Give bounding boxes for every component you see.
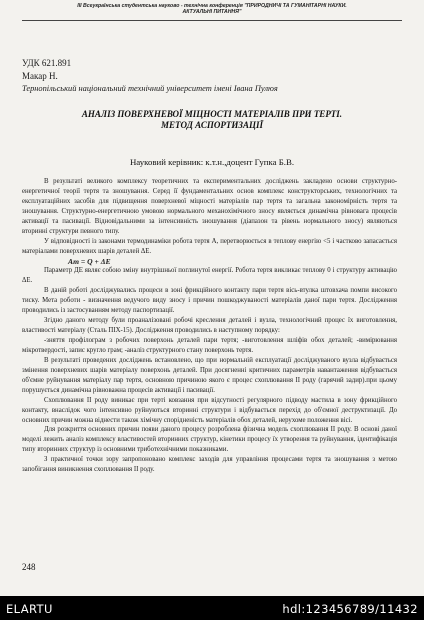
paragraph: Параметр ДЕ являє собою зміну внутрішньої поглинутої енергії. Робота тертя викликає теплову 0 і структуру активацію ΔЕ. xyxy=(22,267,397,285)
header-rule xyxy=(22,20,402,21)
paragraph: У відповідності із законами термодинаміки робота тертя А, перетворюється в теплову енергію <5 і частково запасається матеріалами поверхневих шарів деталей ΔЕ. xyxy=(22,237,397,255)
affiliation: Тернопільський національний технічний університет імені Івана Пулюя xyxy=(22,84,278,93)
paper-title-line2: МЕТОД АСПОРТИЗАЦІЇ xyxy=(160,119,264,130)
conference-header xyxy=(30,3,394,16)
page-number: 248 xyxy=(22,562,36,572)
paragraph: Схоплювання II роду виникає при терті ковзання при відсутності регулярного підводу мастила в зону фрикційного контакту, внаслідок чого інтенсивно руйнуються вторинні структури і відбувається перехід до об'ємної деструктизації. До основних причин можна віднести також хімічну спорідненість матеріалів обох деталей, нерухоме положення вісі. xyxy=(22,396,397,424)
paragraph: Для розкриття основних причин появи даного процесу розроблена фізична модель схоплювання II роду. В основі даної моделі лежить аналіз комплексу властивостей вторинних структур, кінетики процесу їх утворення та руйнування, ідентифікація типу вторинних структур із основними триботехнічними показниками. xyxy=(22,426,397,454)
list-item: -зняття профілограм з робочих поверхонь деталей пари тертя; -виготовлення шліфів обох деталей; -вимірювання мікротвердості, запис кругло грам; -аналіз структурного стану поверхонь тертя. xyxy=(22,336,397,354)
paragraph: В результаті великого комплексу теоретичних та експериментальних досліджень закладено основи структурно-енергетичної теорії тертя та зношування. Серед її фундаментальних основ комплекс конструкторських, технологічних та експлуатаційних засобів для підвищення поверхневої міцності матеріалів пар тертя та загальна закономірність тертя та зношування. Структурно-енергетичною умовою нормального механохімічного зносу являється динамічна рівновага процесів активації та пасивації. Відновідальними за інтенсивність зношування (діапазон та рівень нормального зносу) являються вторинні структури певного типу. xyxy=(22,178,397,235)
udc-code: УДК 621.891 xyxy=(22,58,72,68)
paragraph: В результаті проведених досліджень встановлено, що при нормальній експлуатації досліджуваного вузла відбувається змінення поверхневих шарів матеріалу поверхонь деталей. При досягненні критичних параметрів навантаження відбувається об'ємне руйнування матеріалу пар тертя, основною причиною якого є процес схоплювання II роду (гарячий задир).при цьому порушується динамічна рівноважна процесів активації і пасивації. xyxy=(22,356,397,394)
paper-body xyxy=(22,177,397,475)
handle-id: hdl:123456789/11432 xyxy=(282,602,418,616)
paragraph: Згідно даного методу були проаналізовані робочі креслення деталей і вузла, технологічний процес їх виготовлення, властивості матеріалу (Сталь ПІХ-15). Дослідження проводились в наступному порядку: xyxy=(22,316,397,334)
conference-header-line1: ІІІ Всеукраїнська студентська науково - технічна конференція "ПРИРОДНИЧІ ТА ГУМАНІТАРНІ НАУКИ. xyxy=(77,3,347,9)
paragraph: В даній роботі досліджувались процеси в зоні фрикційного контакту пари тертя вісь-втулка штовхача помпи високого тиску. Мета роботи - визначення ведучого виду зносу і причин пошкоджуваності матеріалів даної пари тертя. Дослідження проводились із застосуванням методу паспортизації. xyxy=(22,287,397,315)
paper-title xyxy=(24,109,400,130)
formula: Ат = Q + ΔЕ xyxy=(68,256,111,266)
paper-title-line1: АНАЛІЗ ПОВЕРХНЕВОЇ МІЦНОСТІ МАТЕРІАЛІВ ПРИ ТЕРТІ. xyxy=(81,109,343,119)
repository-footer xyxy=(0,596,424,620)
author-name: Макар Н. xyxy=(22,71,58,81)
supervisor: Науковий керівник: к.т.н.,доцент Гупка Б.В. xyxy=(129,157,295,167)
repository-name: ELARTU xyxy=(6,602,53,616)
conference-header-line2: АКТУАЛЬНІ ПИТАННЯ" xyxy=(182,9,242,16)
paragraph: З практичної точки зору запропоновано комплекс заходів для управління процесами тертя та зношування з метою запобігання виникнення схоплювання II роду. xyxy=(22,456,397,474)
